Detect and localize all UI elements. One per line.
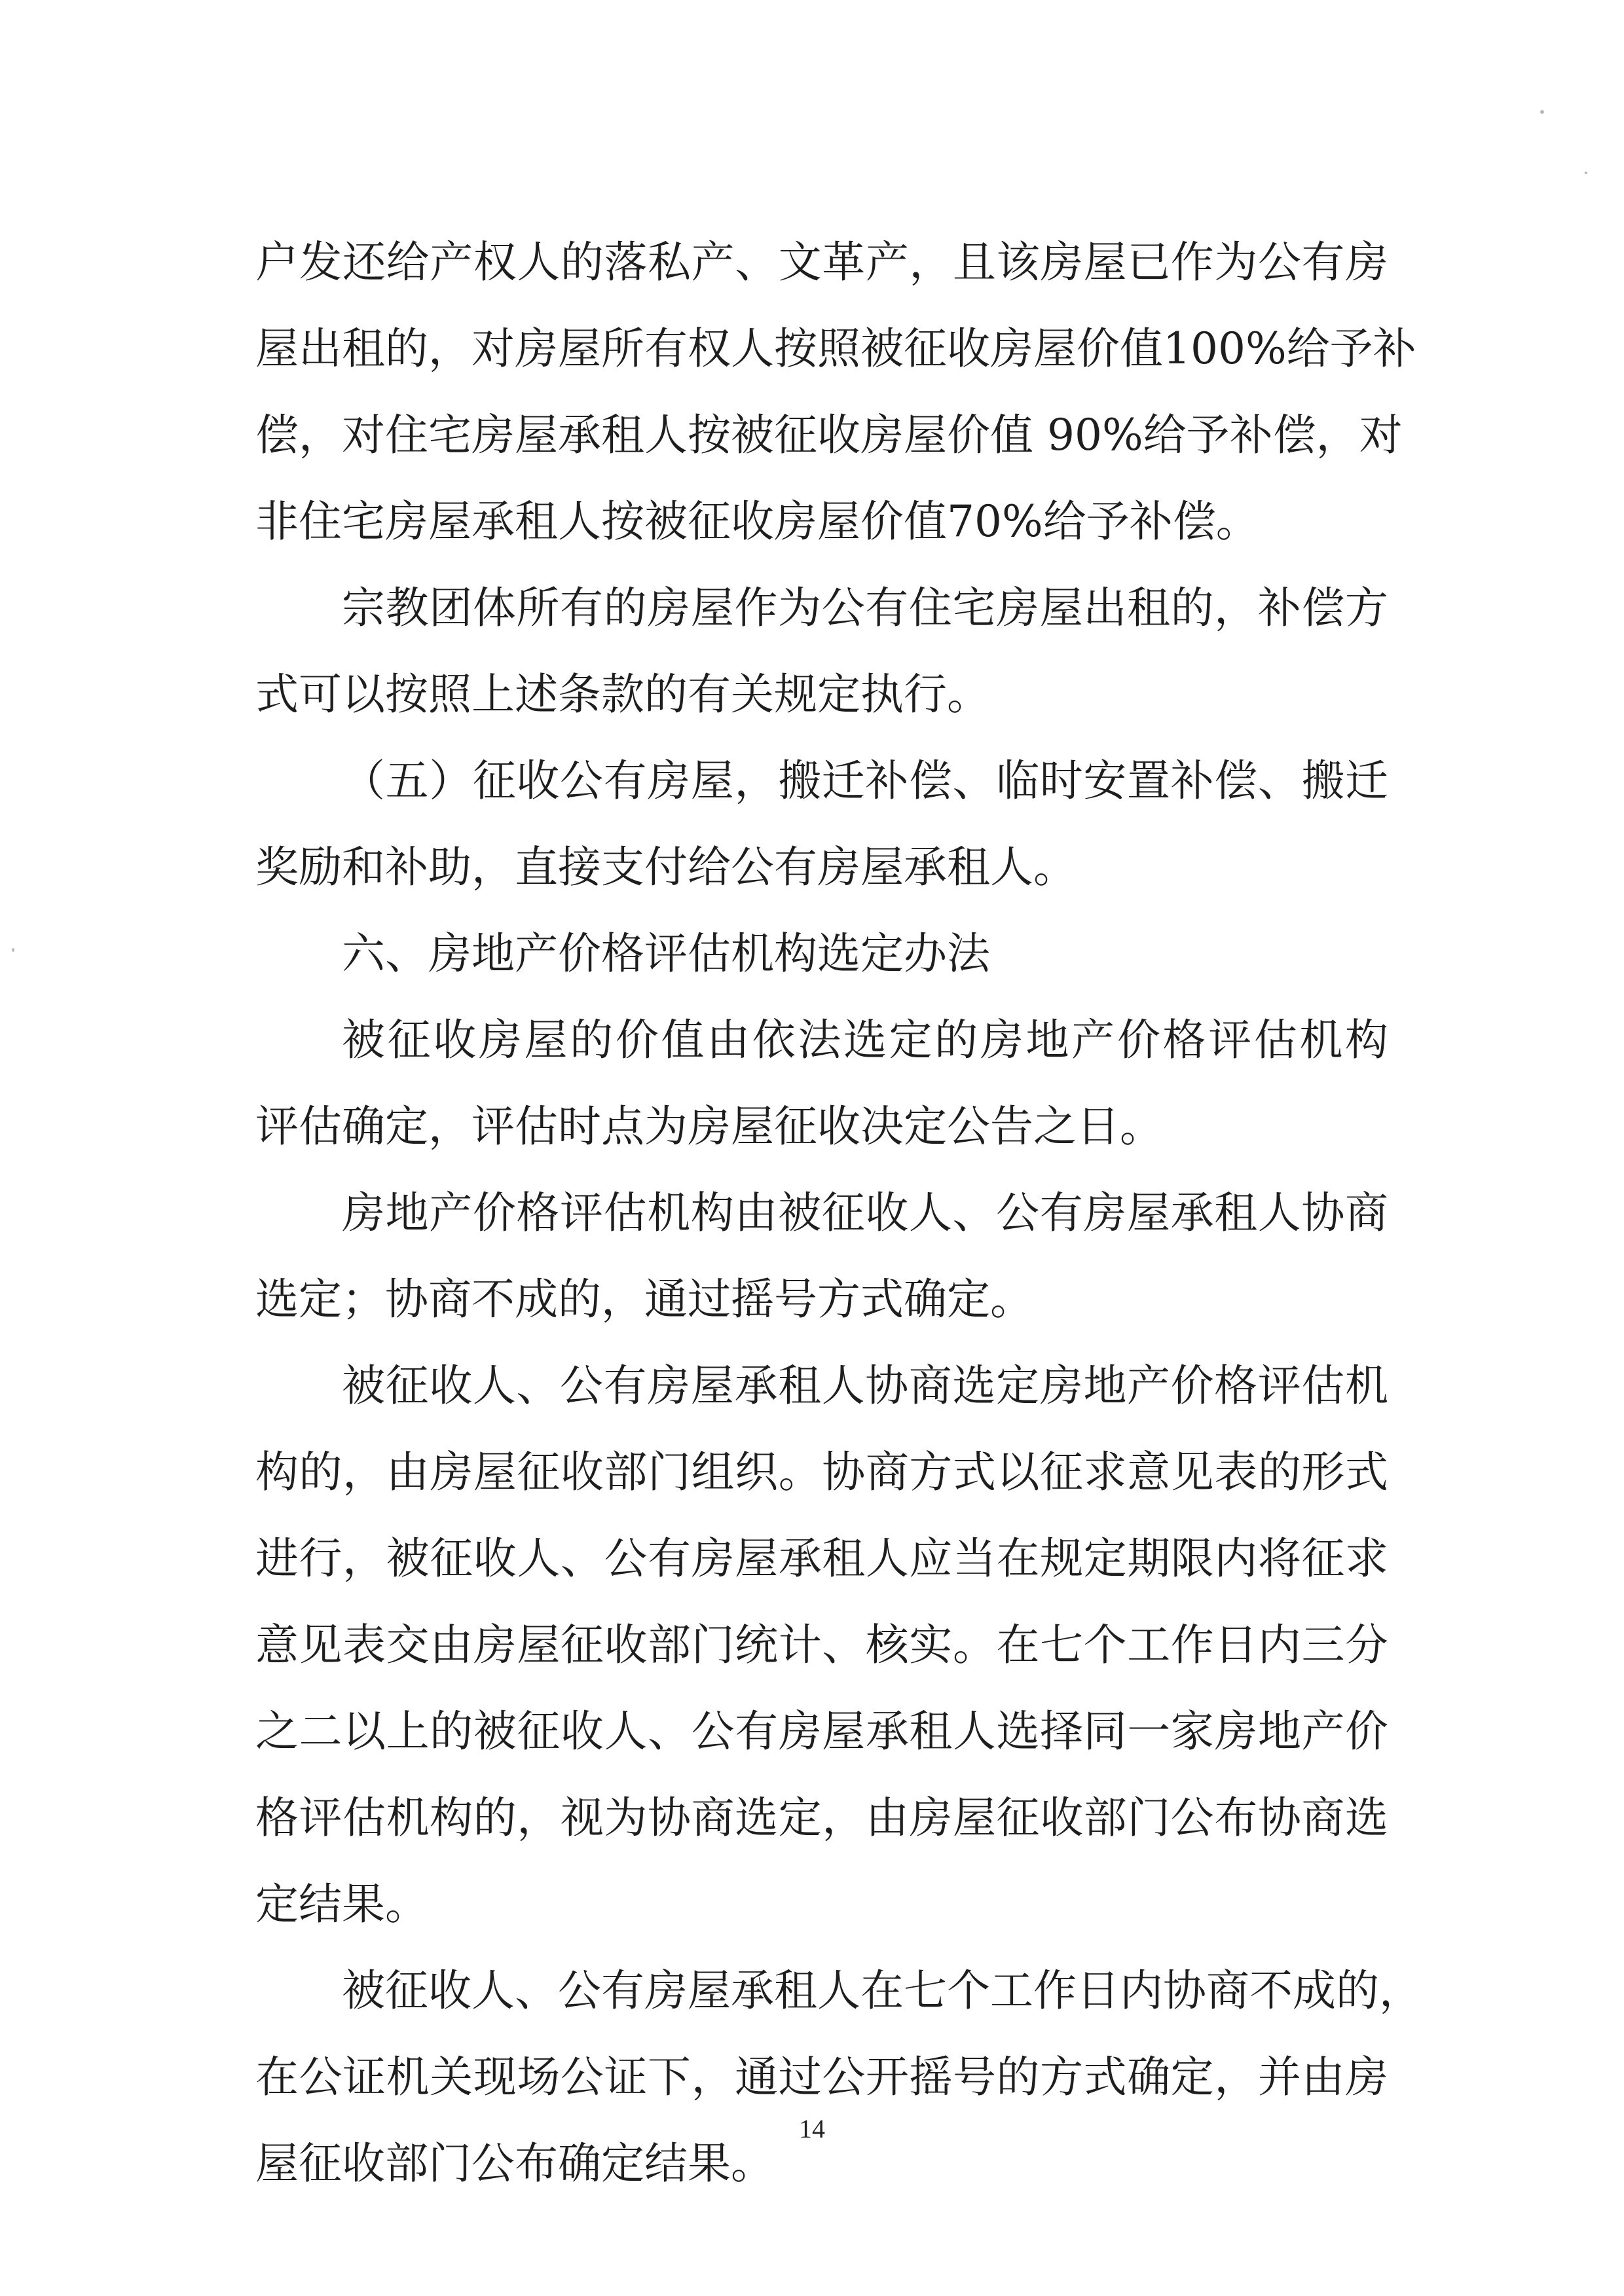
page-number: 14 <box>799 2114 825 2143</box>
text-line: 屋征收部门公布确定结果。 <box>255 2138 774 2189</box>
body-text <box>255 219 1422 2207</box>
text-line: 屋出租的，对房屋所有权人按照被征收房屋价值100%给予补 <box>255 323 1416 374</box>
text-line: （五）征收公有房屋，搬迁补偿、临时安置补偿、搬迁 <box>342 756 1388 806</box>
text-line: 选定；协商不成的，通过摇号方式确定。 <box>255 1274 1033 1324</box>
scan-speck <box>12 948 14 952</box>
text-line: 式可以按照上述条款的有关规定执行。 <box>255 669 990 720</box>
text-line: 宗教团体所有的房屋作为公有住宅房屋出租的，补偿方 <box>342 583 1388 633</box>
text-line: 偿，对住宅房屋承租人按被征收房屋价值 90%给予补偿，对 <box>255 410 1403 460</box>
text-line: 定结果。 <box>255 1879 428 1929</box>
text-line: 格评估机构的，视为协商选定，由房屋征收部门公布协商选 <box>255 1793 1388 1843</box>
text-line: 被征收人、公有房屋承租人在七个工作日内协商不成的， <box>342 1965 1422 2016</box>
scan-speck <box>1540 110 1544 114</box>
text-line: 房地产价格评估机构由被征收人、公有房屋承租人协商 <box>342 1188 1388 1238</box>
section-heading: 六、房地产价格评估机构选定办法 <box>342 928 990 979</box>
text-line: 评估确定，评估时点为房屋征收决定公告之日。 <box>255 1101 1163 1152</box>
text-line: 之二以上的被征收人、公有房屋承租人选择同一家房地产价 <box>255 1706 1388 1757</box>
scan-speck <box>1585 172 1587 174</box>
text-line: 户发还给产权人的落私产、文革产，且该房屋已作为公有房 <box>255 237 1388 287</box>
text-line: 非住宅房屋承租人按被征收房屋价值70%给予补偿。 <box>255 496 1259 547</box>
text-line: 奖励和补助，直接支付给公有房屋承租人。 <box>255 842 1077 892</box>
text-line: 进行，被征收人、公有房屋承租人应当在规定期限内将征求 <box>255 1533 1388 1584</box>
text-line: 意见表交由房屋征收部门统计、核实。在七个工作日内三分 <box>255 1620 1388 1670</box>
text-line: 在公证机关现场公证下，通过公开摇号的方式确定，并由房 <box>255 2052 1388 2102</box>
text-line: 被征收人、公有房屋承租人协商选定房地产价格评估机 <box>342 1360 1388 1411</box>
text-line: 构的，由房屋征收部门组织。协商方式以征求意见表的形式 <box>255 1447 1388 1497</box>
text-line: 被征收房屋的价值由依法选定的房地产价格评估机构 <box>342 1015 1388 1065</box>
